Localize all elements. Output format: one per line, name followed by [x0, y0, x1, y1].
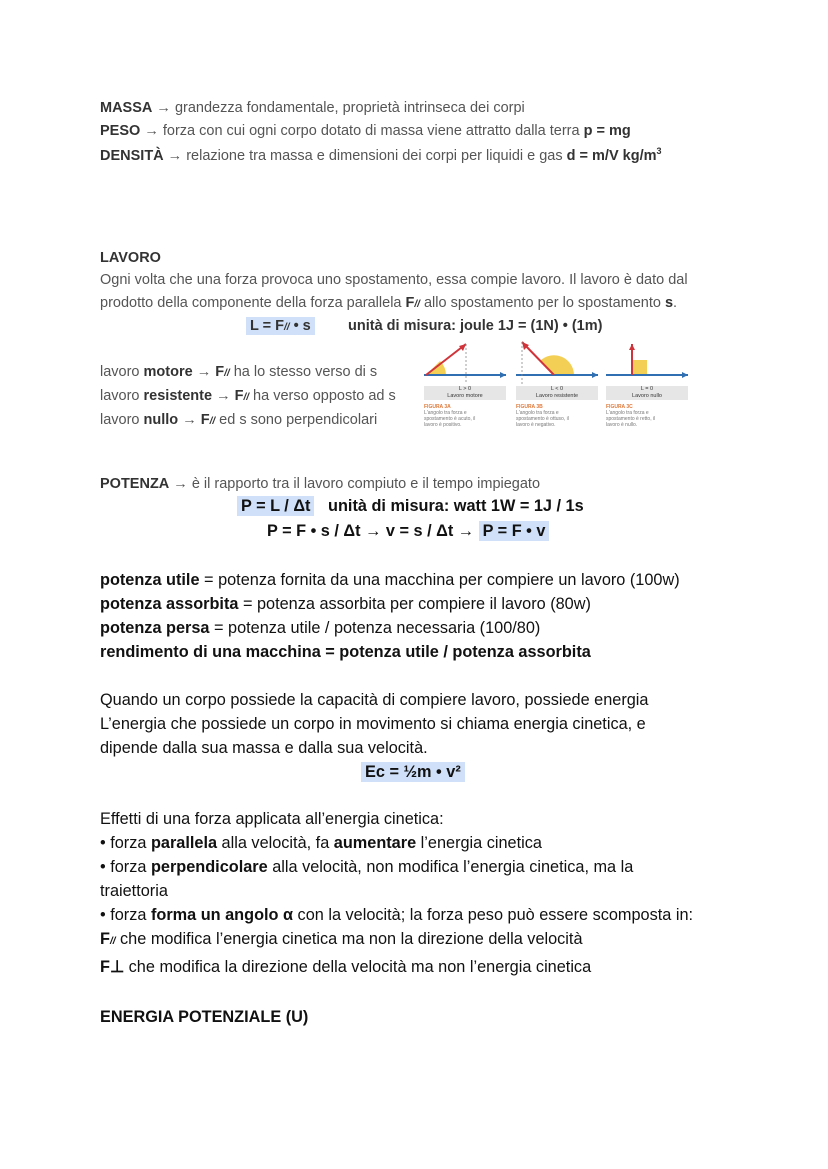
arrow: → [163, 147, 187, 164]
figure-3a-diagram [422, 340, 508, 388]
figure-3b-caption: FIGURA 3B L'angolo tra forza e spostamento è ottuso, il lavoro è negativo. [516, 404, 569, 428]
energia-line-2: L’energia che possiede un corpo in movimento si chiama energia cinetica, e [100, 715, 646, 733]
lavoro-paragraph-1: Ogni volta che una forza provoca uno spostamento, essa compie lavoro. Il lavoro è dato dal [100, 272, 688, 288]
arrow: → [152, 100, 175, 116]
figure-3c-caption: FIGURA 3C L'angolo tra forza e spostamento è retto, il lavoro è nullo. [606, 404, 656, 428]
figure-3c-diagram [604, 340, 690, 388]
potenza-formula-1: P = L / Δt unità di misura: watt 1W = 1J / 1s [237, 497, 584, 516]
figure-3b-label: L < 0 Lavoro resistente [516, 386, 598, 400]
figure-3a-label: L > 0 Lavoro motore [424, 386, 506, 400]
potenza-formula-2: P = F • s / Δt → v = s / Δt → P = F • v [267, 522, 549, 541]
potenza-title: POTENZA [100, 476, 170, 492]
lavoro-unit: unità di misura: joule 1J = (1N) • (1m) [348, 318, 603, 334]
effetti-bullet-2-cont: traiettoria [100, 882, 168, 900]
figure-3b [514, 340, 600, 450]
f-parallel-line: F// che modifica l’energia cinetica ma non la direzione della velocità [100, 930, 583, 948]
potenza-utile: potenza utile = potenza fornita da una macchina per compiere un lavoro (100w) [100, 571, 680, 589]
def-text: relazione tra massa e dimensioni dei corpi per liquidi e gas [186, 147, 567, 164]
def-peso [100, 123, 631, 139]
effetti-title: Effetti di una forza applicata all’energia cinetica: [100, 810, 444, 828]
energia-cinetica-formula: Ec = ½m • v² [361, 763, 465, 782]
f-parallel: F// [405, 295, 420, 311]
potenza-assorbita: potenza assorbita = potenza assorbita per compiere il lavoro (80w) [100, 595, 591, 613]
term-massa: MASSA [100, 100, 153, 116]
potenza-persa: potenza persa = potenza utile / potenza necessaria (100/80) [100, 619, 541, 637]
lavoro-title: LAVORO [100, 250, 161, 266]
figure-3b-diagram [514, 340, 600, 388]
potenza-definition: POTENZA → è il rapporto tra il lavoro compiuto e il tempo impiegato [100, 476, 541, 492]
formula-densita: d = m/V $kg/m^3$ [566, 146, 662, 164]
f-perpendicular-line: F⊥ che modifica la direzione della velocità ma non l’energia cinetica [100, 958, 592, 976]
def-text: grandezza fondamentale, proprietà intrinseca dei corpi [174, 100, 525, 116]
def-massa [100, 100, 525, 116]
lavoro-resistente: lavoro resistente → F// ha verso opposto ad s [100, 388, 396, 404]
rendimento: rendimento di una macchina = potenza utile / potenza assorbita [100, 643, 591, 661]
formula-peso: p = mg [583, 123, 631, 139]
figure-3a-caption: FIGURA 3A L'angolo tra forza e spostamento è acuto, il lavoro è positivo. [424, 404, 476, 428]
lavoro-paragraph-2: prodotto della componente della forza parallela F// allo spostamento per lo spostamento s. [100, 295, 678, 311]
def-text: forza con cui ogni corpo dotato di massa viene attratto dalla terra [162, 123, 584, 139]
energia-line-3: dipende dalla sua massa e dalla sua velocità. [100, 739, 428, 757]
lavoro-motore: lavoro motore → F// ha lo stesso verso di s [100, 364, 378, 380]
figure-3a [422, 340, 508, 450]
arrow: → [140, 123, 163, 139]
term-peso: PESO [100, 123, 141, 139]
figure-3c-label: L = 0 Lavoro nullo [606, 386, 688, 400]
effetti-bullet-1: • forza parallela alla velocità, fa aumentare l’energia cinetica [100, 834, 542, 852]
def-densita [100, 146, 662, 164]
lavoro-nullo: lavoro nullo → F// ed s sono perpendicolari [100, 412, 378, 428]
figure-3c [604, 340, 690, 450]
energia-potenziale-title: ENERGIA POTENZIALE (U) [100, 1008, 309, 1026]
effetti-bullet-3: • forza forma un angolo α con la velocità; la forza peso può essere scomposta in: [100, 906, 694, 924]
effetti-bullet-2: • forza perpendicolare alla velocità, non modifica l’energia cinetica, ma la [100, 858, 634, 876]
energia-line-1: Quando un corpo possiede la capacità di compiere lavoro, possiede energia [100, 691, 649, 709]
lavoro-formula: L = F// • s [246, 318, 315, 334]
term-densita: DENSITÀ [100, 147, 164, 164]
